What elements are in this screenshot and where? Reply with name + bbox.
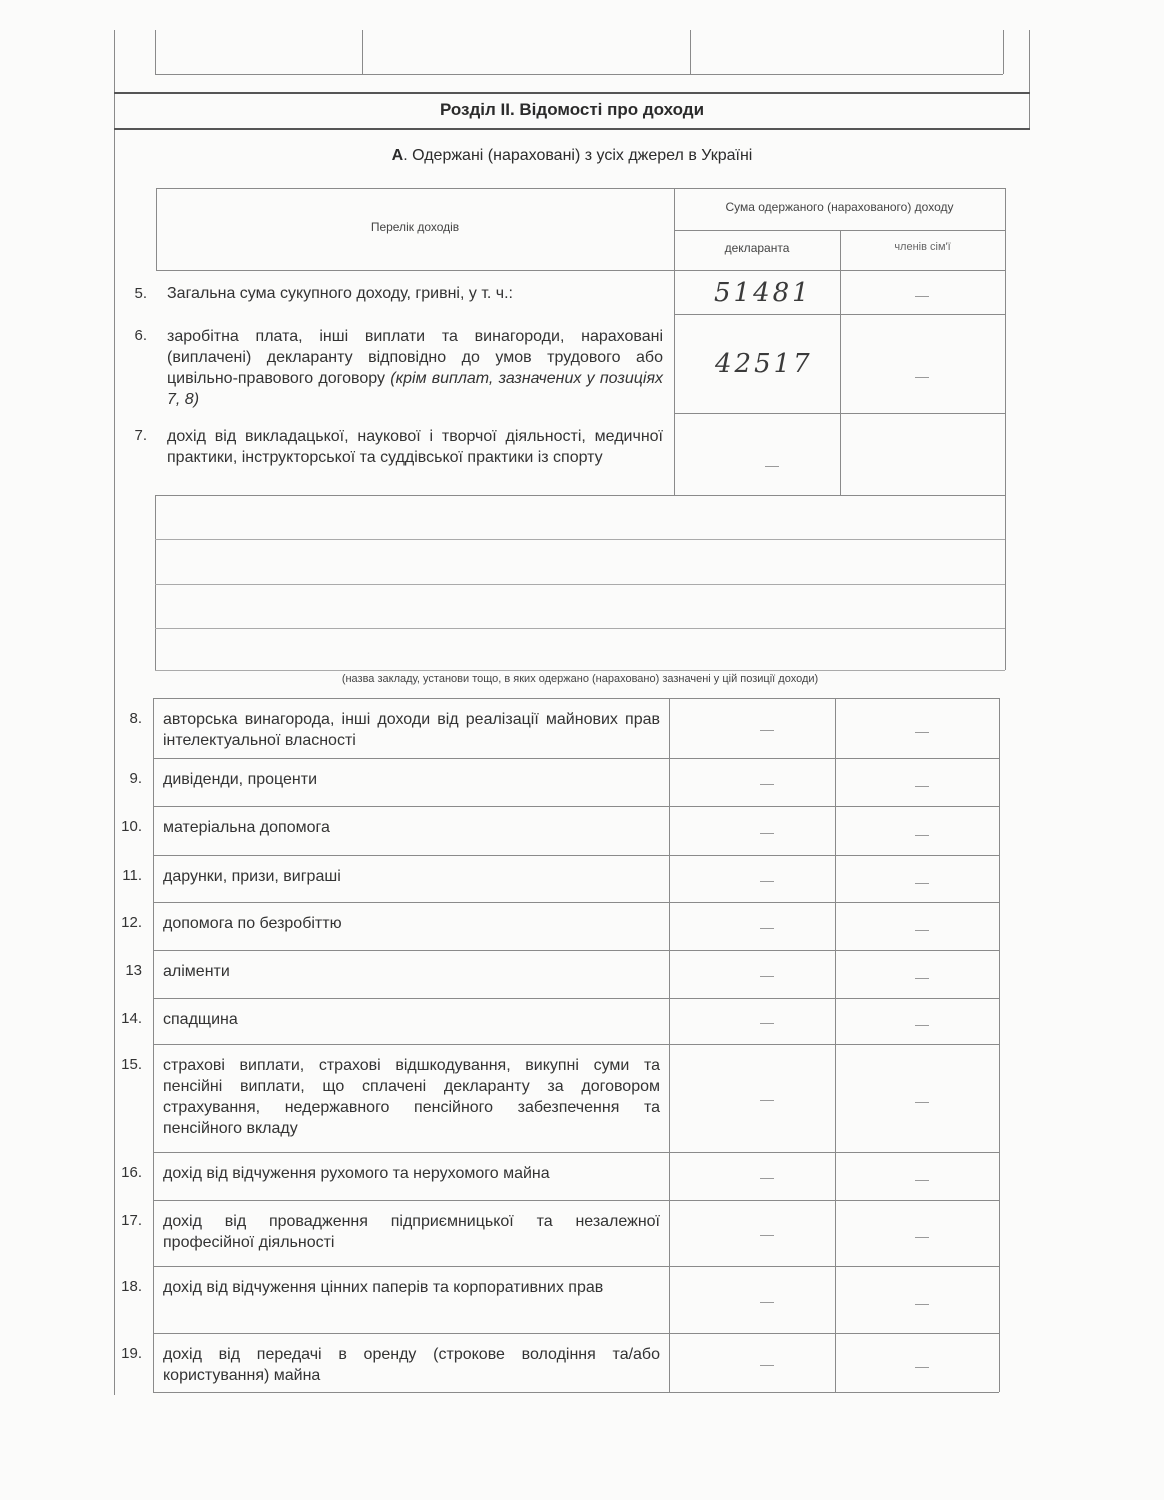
top-table-divider xyxy=(1003,30,1004,74)
row-number: 16. xyxy=(121,1164,142,1181)
lower-table-divider xyxy=(153,698,154,1392)
family-amount xyxy=(915,786,929,787)
section-top-rule xyxy=(114,92,1030,94)
row-divider xyxy=(155,495,1005,496)
top-table-divider xyxy=(362,30,363,74)
row-divider xyxy=(153,1200,999,1201)
family-amount xyxy=(915,732,929,733)
header-bottom xyxy=(156,270,1005,271)
body-divider xyxy=(674,270,675,495)
family-amount xyxy=(915,1304,929,1305)
row-label-main: заробітна плата, інші виплати та винагороди, нараховані (виплачені) декларанту відповідно до умов трудового або цивільно-правового договору xyxy=(167,328,663,387)
family-amount xyxy=(915,835,929,836)
row-divider xyxy=(153,1266,999,1267)
row-label: дохід від передачі в оренду (строкове володіння та/або користування) майна xyxy=(163,1346,660,1384)
declarant-amount xyxy=(760,1100,774,1101)
family-amount xyxy=(915,296,929,297)
income-sum-header: Сума одержаного (нарахованого) доходу xyxy=(725,200,954,214)
row-label: дохід від провадження підприємницької та незалежної професійної діяльності xyxy=(163,1213,660,1251)
row-divider xyxy=(153,902,999,903)
section-bottom-rule xyxy=(114,128,1030,130)
row-number: 17. xyxy=(121,1212,142,1229)
row-number: 5. xyxy=(134,285,147,302)
row-divider xyxy=(153,1152,999,1153)
row-label: дивіденди, проценти xyxy=(163,771,318,788)
row-number: 7. xyxy=(134,427,147,444)
lower-table-divider xyxy=(669,698,670,1392)
family-amount xyxy=(915,1367,929,1368)
declarant-amount xyxy=(760,833,774,834)
declarant-amount xyxy=(760,784,774,785)
header-divider xyxy=(1005,188,1006,270)
declarant-amount: 51481 xyxy=(714,278,812,308)
declarant-amount xyxy=(760,928,774,929)
row-label-italic: (крім виплат, зазначених у позиціях 7, 8) xyxy=(167,370,663,408)
row-number: 12. xyxy=(121,914,142,931)
declarant-amount xyxy=(765,466,779,467)
family-amount xyxy=(915,377,929,378)
row-label: дохід від викладацької, наукової і творчої діяльності, медичної практики, інструкторської та суддівської практики із спорту xyxy=(167,428,663,466)
row-number: 14. xyxy=(121,1010,142,1027)
row-divider xyxy=(153,758,999,759)
family-amount xyxy=(915,1180,929,1181)
row-number: 8. xyxy=(129,710,142,727)
lower-table-top xyxy=(153,698,999,699)
declarant-header: декларанта xyxy=(724,241,790,255)
section-subtitle xyxy=(114,147,1030,165)
family-amount xyxy=(915,1025,929,1026)
lower-table-divider xyxy=(999,698,1000,1392)
row-divider xyxy=(153,1333,999,1334)
top-table-divider xyxy=(690,30,691,74)
blank-line xyxy=(155,628,1005,629)
row-divider xyxy=(153,950,999,951)
header-top xyxy=(156,188,1005,189)
row-label: спадщина xyxy=(163,1011,238,1028)
row-label: аліменти xyxy=(163,963,230,980)
row-label: авторська винагорода, інші доходи від реалізації майнових прав інтелектуальної власності xyxy=(163,711,660,749)
declarant-amount xyxy=(760,1235,774,1236)
body-divider xyxy=(1005,270,1006,670)
lower-table-divider xyxy=(835,698,836,1392)
family-amount xyxy=(915,1102,929,1103)
row-number: 11. xyxy=(122,867,142,884)
row-label xyxy=(167,326,663,410)
row-label: дохід від відчуження рухомого та нерухомого майна xyxy=(163,1165,550,1182)
body-divider xyxy=(840,270,841,495)
declarant-amount: 42517 xyxy=(715,349,813,379)
row-number: 13 xyxy=(125,962,142,979)
row-number: 6. xyxy=(134,327,147,344)
row-divider xyxy=(153,998,999,999)
subtitle-letter: А xyxy=(391,147,404,164)
row-label: страхові виплати, страхові відшкодування, викупні суми та пенсійні виплати, що сплачені декларанту за договором страхування, недержавного пенсійного забезпечення та пенсійного вкладу xyxy=(163,1057,660,1137)
row-divider xyxy=(153,1392,999,1393)
row-divider xyxy=(674,413,1005,414)
blank-line xyxy=(155,670,1005,671)
row-number: 10. xyxy=(121,818,142,835)
row-number: 19. xyxy=(121,1345,142,1362)
blank-line xyxy=(155,539,1005,540)
row-label: дохід від відчуження цінних паперів та корпоративних прав xyxy=(163,1279,604,1296)
row-divider xyxy=(153,806,999,807)
row-divider xyxy=(153,855,999,856)
declarant-amount xyxy=(760,976,774,977)
body-divider xyxy=(155,495,156,670)
row-number: 9. xyxy=(129,770,142,787)
row-label: дарунки, призи, виграші xyxy=(163,868,341,885)
income-list-header: Перелік доходів xyxy=(370,220,460,234)
top-table-divider xyxy=(155,30,156,74)
row-number: 18. xyxy=(121,1278,142,1295)
declarant-amount xyxy=(760,1302,774,1303)
blank-line xyxy=(155,584,1005,585)
family-amount xyxy=(915,883,929,884)
declarant-amount xyxy=(760,1178,774,1179)
row-number: 15. xyxy=(121,1056,142,1073)
row-label: матеріальна допомога xyxy=(163,819,330,836)
row-label: Загальна сума сукупного доходу, гривні, у т. ч.: xyxy=(167,285,513,302)
family-amount xyxy=(915,978,929,979)
row-divider xyxy=(153,1044,999,1045)
row-divider xyxy=(674,314,1005,315)
declarant-amount xyxy=(760,881,774,882)
top-table-bottom xyxy=(155,74,1003,75)
subtitle-text: . Одержані (нараховані) з усіх джерел в Україні xyxy=(403,147,753,164)
family-amount xyxy=(915,1237,929,1238)
section-title: Розділ II. Відомості про доходи xyxy=(439,100,705,119)
declarant-amount xyxy=(760,1365,774,1366)
declarant-amount xyxy=(760,1023,774,1024)
row-label: допомога по безробіттю xyxy=(163,915,342,932)
family-amount xyxy=(915,930,929,931)
institution-caption: (назва закладу, установи тощо, в яких одержано (нараховано) зазначені у цій позиції доходи) xyxy=(341,673,819,685)
declarant-amount xyxy=(760,730,774,731)
family-header: членів сім'ї xyxy=(894,241,951,253)
